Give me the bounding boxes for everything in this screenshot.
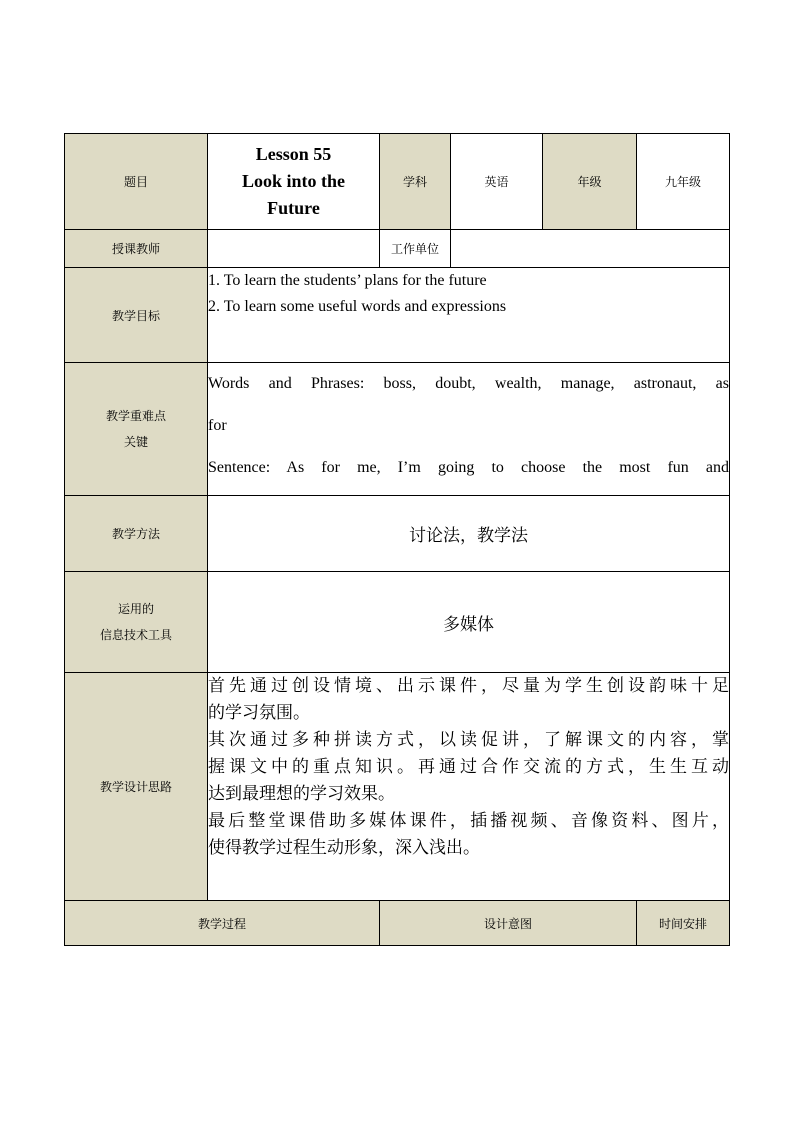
subject-label-cell xyxy=(380,134,451,230)
subject-value-cell xyxy=(451,134,543,230)
design-label: 教学设计思路 xyxy=(99,780,172,794)
topic-label-cell xyxy=(65,134,208,230)
objectives-label: 教学目标 xyxy=(111,308,160,323)
design-line: 最后整堂课借助多媒体课件，插播视频、音像资料、图片， xyxy=(208,811,729,831)
tools-value: 多媒体 xyxy=(443,614,494,635)
methods-label-cell xyxy=(65,496,208,572)
teacher-label-cell xyxy=(65,230,208,268)
design-line: 使得教学过程生动形象，深入浅出。 xyxy=(208,838,480,858)
lesson-plan-table xyxy=(64,133,730,946)
workplace-value-cell xyxy=(451,230,730,268)
methods-value: 讨论法，教学法 xyxy=(409,526,528,546)
process-label: 教学过程 xyxy=(197,916,246,931)
objective-line: 2. To learn some useful words and expressions xyxy=(208,298,507,315)
workplace-label: 工作单位 xyxy=(390,242,439,256)
subject-value: 英语 xyxy=(484,175,509,189)
key-points-label-line: 教学重难点 xyxy=(105,409,166,423)
design-line: 首先通过创设情境、出示课件，尽量为学生创设韵味十足 xyxy=(208,676,729,696)
teacher-value-cell xyxy=(208,230,380,268)
methods-label: 教学方法 xyxy=(111,527,160,541)
objectives-cell xyxy=(208,268,730,363)
lesson-title-line: Look into the xyxy=(241,171,346,191)
key-points-line: Words and Phrases: boss, doubt, wealth, manage, astronaut, as xyxy=(208,375,729,392)
grade-value-cell xyxy=(637,134,730,230)
key-points-row xyxy=(65,363,730,496)
objectives-row xyxy=(65,268,730,363)
time-label: 时间安排 xyxy=(658,916,707,931)
design-line: 的学习氛围。 xyxy=(208,703,310,723)
design-row xyxy=(65,673,730,901)
intent-label: 设计意图 xyxy=(483,916,532,931)
tools-label-line: 运用的 xyxy=(117,602,154,616)
workplace-label-cell xyxy=(380,230,451,268)
time-label-cell xyxy=(637,901,730,946)
lesson-title-line: Future xyxy=(267,198,320,218)
design-cell xyxy=(208,673,730,901)
objectives-label-cell xyxy=(65,268,208,363)
lesson-title xyxy=(208,141,379,222)
teacher-label: 授课教师 xyxy=(111,242,160,256)
topic-label: 题目 xyxy=(123,175,148,189)
methods-row xyxy=(65,496,730,572)
lesson-title-cell xyxy=(208,134,380,230)
key-points-label-cell xyxy=(65,363,208,496)
intent-label-cell xyxy=(380,901,637,946)
lesson-title-line: Lesson 55 xyxy=(255,144,332,164)
design-label-cell xyxy=(65,673,208,901)
design-line: 其次通过多种拼读方式，以读促讲，了解课文的内容，掌 xyxy=(208,730,729,750)
subject-label: 学科 xyxy=(402,175,427,189)
tools-label-cell xyxy=(65,572,208,673)
grade-label: 年级 xyxy=(577,175,602,189)
teacher-row xyxy=(65,230,730,268)
methods-value-cell xyxy=(208,496,730,572)
process-label-cell xyxy=(65,901,380,946)
grade-label-cell xyxy=(543,134,637,230)
grade-value: 九年级 xyxy=(664,175,701,189)
design-line: 达到最理想的学习效果。 xyxy=(208,784,395,804)
key-points-cell xyxy=(208,363,730,496)
objective-line: 1. To learn the students’ plans for the future xyxy=(208,272,487,289)
key-points-line: for xyxy=(208,417,227,434)
process-header-row xyxy=(65,901,730,946)
key-points-label-line: 关键 xyxy=(123,435,148,449)
tools-row xyxy=(65,572,730,673)
key-points-line: Sentence: As for me, I’m going to choose the most fun and xyxy=(208,459,729,476)
tools-label-line: 信息技术工具 xyxy=(99,628,172,642)
design-line: 握课文中的重点知识。再通过合作交流的方式，生生互动 xyxy=(208,757,729,777)
title-row xyxy=(65,134,730,230)
tools-value-cell xyxy=(208,572,730,673)
